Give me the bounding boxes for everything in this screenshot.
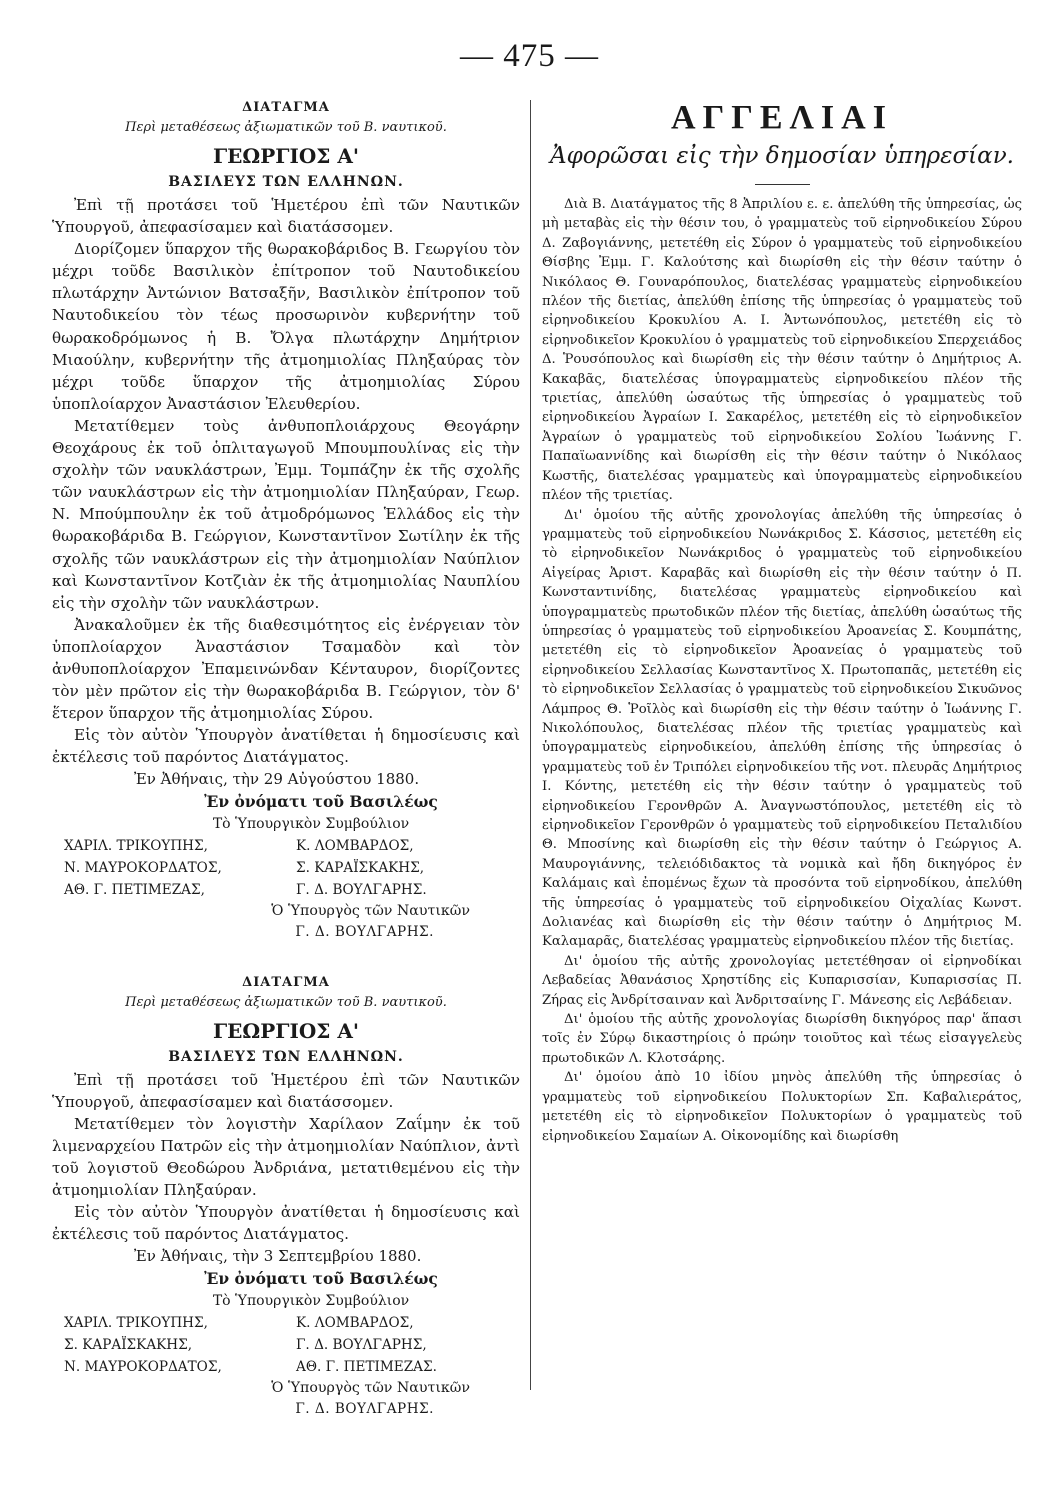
signatory: Ν. ΜΑΥΡΟΚΟΡΔΑΤΟΣ, xyxy=(64,859,222,876)
signatory: ΧΑΡΙΛ. ΤΡΙΚΟΥΠΗΣ, xyxy=(64,1314,208,1331)
minister-name: Γ. Δ. ΒΟΥΛΓΑΡΗΣ. xyxy=(295,923,434,940)
decree-paragraph: Μετατίθεμεν τὸν λογιστὴν Χαρίλαον Ζαΐμην ἐκ τοῦ λιμεναρχείου Πατρῶν εἰς τὴν ἀτμοημιολίαν Ναύπλιον, ἀντὶ τοῦ λογιστοῦ Θεοδώρου Ἀνδριάνα, μετατιθεμένου εἰς τὴν ἀτμοημιολίαν Πληξαύραν. xyxy=(52,1114,520,1200)
decree-subject: Περὶ μεταθέσεως ἀξιωματικῶν τοῦ Β. ναυτικοῦ. xyxy=(125,120,447,135)
decree-subject: Περὶ μεταθέσεως ἀξιωματικῶν τοῦ Β. ναυτικοῦ. xyxy=(125,994,447,1010)
signatory: ΑΘ. Γ. ΠΕΤΙΜΕΖΑΣ, xyxy=(64,881,205,898)
decree-2 xyxy=(52,973,520,1420)
king-title: ΒΑΣΙΛΕΥΣ ΤΩΝ ΕΛΛΗΝΩΝ. xyxy=(168,1048,404,1065)
announcement-paragraph: Δι' ὁμοίου ἀπὸ 10 ἰδίου μηνὸς ἀπελύθη τῆς ὑπηρεσίας ὁ γραμματεὺς τοῦ εἰρηνοδικείου Πολυκτορίων Σπ. Καβαλιεράτος, μετετέθη εἰς τὸ εἰρηνοδικεῖον Πολυκτορίων ὁ γραμματεὺς τοῦ εἰρηνοδικείου Σαμαίων Α. Οἰκονομίδης καὶ διωρίσθη xyxy=(542,1070,1022,1144)
announcement-paragraph: Δι' ὁμοίου τῆς αὐτῆς χρονολογίας ἀπελύθη τῆς ὑπηρεσίας ὁ γραμματεὺς τοῦ εἰρηνοδικείου Νωνάκριδος Σ. Κάσσιος, μετετέθη εἰς τὸ εἰρηνοδικεῖον Νωνάκριδος ὁ γραμματεὺς τοῦ εἰρηνοδικείου Αἰγείρας Ἀριστ. Καραβᾶς καὶ διωρίσθη εἰς τὴν θέσιν ταύτην ὁ Π. Κωνσταντινίδης, διατελέσας γραμματεὺς εἰρηνοδικείου καὶ ὑπογραμματεὺς πρωτοδικῶν πλέον τῆς διετίας, ἀπελύθη ὡσαύτως τῆς ὑπηρεσίας ὁ γραμματεὺς τοῦ εἰρηνοδικείου Ἀροανείας Σ. Κουμπάτης, μετετέθη εἰς τὸ εἰρηνοδικεῖον Ἀροανείας ὁ γραμματεὺς τοῦ εἰρηνοδικείου Σελλασίας Κωνσταντῖνος Χ. Πρωτοπαπᾶς, μετετέθη εἰς τὸ εἰρηνοδικεῖον Σελλασίας ὁ γραμματεὺς τοῦ εἰρηνοδικείου Σικυῶνος Λάμπρος Θ. Ῥοῖλὸς καὶ διωρίσθη εἰς τὴν θέσιν ταύτην ὁ Ἰωάννης Γ. Νικολόπουλος, διατελέσας πλέον τῆς τριετίας γραμματεὺς καὶ ὑπογραμματεὺς εἰρηνοδικείου, ἀπελύθη ἐπίσης τῆς ὑπηρεσίας ὁ γραμματεὺς τοῦ ἐν Τριπόλει εἰρηνοδικείου τῆς νοτ. πλευρᾶς Δημήτριος Ι. Κόντης, μετετέθη εἰς τὴν θέσιν ταύτην ὁ γραμματεὺς τοῦ εἰρηνοδικείου Γερονθρῶν Α. Ἀναγνωστόπουλος, μετετέθη εἰς τὸ εἰρηνοδικεῖον Γερονθρῶν ὁ γραμματεὺς τοῦ εἰρηνοδικείου Πεταλιδίου Θ. Μποσίνης καὶ διωρίσθη εἰς τὴν θέσιν ταύτην ὁ Γεώργιος Α. Μαυρογιάννης, τελειόδιδακτος τὰ νομικὰ καὶ ἤδη δικηγόρος ἐν Καλάμαις καὶ ἐπομένως ἔχων τὰ προσόντα τοῦ εἰρηνοδίκου, ἀπελύθη τῆς ὑπηρεσίας ὁ γραμματεὺς τοῦ εἰρηνοδικείου Οἰχαλίας Κωνστ. Δολιανέας καὶ διωρίσθη εἰς τὴν θέσιν ταύτην ὁ Δημήτριος Μ. Καλαμαρᾶς, διατελέσας γραμματεὺς εἰρηνοδικείου πλέον τῆς διετίας. xyxy=(542,507,1022,950)
minister-name: Γ. Δ. ΒΟΥΛΓΑΡΗΣ. xyxy=(295,1400,434,1417)
place-date: Ἐν Ἀθήναις, τὴν 29 Αὐγούστου 1880. xyxy=(134,770,420,789)
signatories xyxy=(52,835,520,901)
decree-paragraph: Ἐπὶ τῇ προτάσει τοῦ Ἡμετέρου ἐπὶ τῶν Ναυτικῶν Ὑπουργοῦ, ἀπεφασίσαμεν καὶ διατάσσομεν. xyxy=(52,196,520,237)
left-column xyxy=(52,98,520,1420)
in-name-of-king: Ἐν ὀνόματι τοῦ Βασιλέως xyxy=(204,791,438,811)
decree-paragraph: Ἀνακαλοῦμεν ἐκ τῆς διαθεσιμότητος εἰς ἐνέργειαν τὸν ὑποπλοίαρχον Ἀναστάσιον Τσαμαδὸν καὶ τὸν ἀνθυποπλοίαρχον Ἐπαμεινώνδαν Κένταυρον, διορίζοντες τὸν μὲν πρῶτον εἰς τὴν θωρακοβάριδα Β. Γεώργιον, τὸν δ' ἕτερον ὕπαρχον τῆς ἀτμοημιολίας Σύρου. xyxy=(52,615,520,723)
signatory: Ν. ΜΑΥΡΟΚΟΡΔΑΤΟΣ, xyxy=(64,1358,222,1375)
decree-paragraph: Ἐπὶ τῇ προτάσει τοῦ Ἡμετέρου ἐπὶ τῶν Ναυτικῶν Ὑπουργοῦ, ἀπεφασίσαμεν καὶ διατάσσομεν. xyxy=(52,1070,520,1111)
in-name-of-king: Ἐν ὀνόματι τοῦ Βασιλέως xyxy=(204,1268,438,1288)
section-gap xyxy=(52,943,520,973)
signatory: Σ. ΚΑΡΑΪΣΚΑΚΗΣ, xyxy=(296,859,425,876)
signatory: ΧΑΡΙΛ. ΤΡΙΚΟΥΠΗΣ, xyxy=(64,837,208,854)
announcements-subtitle: Ἀφορῶσαι εἰς τὴν δημοσίαν ὑπηρεσίαν. xyxy=(550,143,1014,169)
king-title: ΒΑΣΙΛΕΥΣ ΤΩΝ ΕΛΛΗΝΩΝ. xyxy=(168,174,404,190)
council-label: Τὸ Ὑπουργικὸν Συμβούλιον xyxy=(212,1292,410,1309)
signatories xyxy=(52,1312,520,1378)
decree-paragraph: Μετατίθεμεν τοὺς ἀνθυποπλοιάρχους Θεογάρην Θεοχάρους ἐκ τοῦ ὁπλιταγωγοῦ Μπουμπουλίνας εἰς τὴν σχολὴν τῶν ναυκλάστρων, Ἐμμ. Τομπάζην ἐκ τῆς σχολῆς τῶν ναυκλάστρων εἰς τὴν ἀτμοημιολίαν Πληξαύραν, Γεωρ. Ν. Μπούμπουλην ἐκ τοῦ ἀτμοδρόμωνος Ἑλλάδος εἰς τὴν θωρακοβάριδα Β. Γεώργιον, Κωνσταντῖνον Σωτίλην ἐκ τῆς σχολῆς τῶν ναυκλάστρων εἰς τὴν ἀτμοημιολίαν Ναύπλιον καὶ Κωνσταντῖνον Κοτζιὰν ἐκ τῆς ἀτμοημιολίας Ναυπλίου εἰς τὴν σχολὴν τῶν ναυκλάστρων. xyxy=(52,416,520,612)
place-date: Ἐν Ἀθήναις, τὴν 3 Σεπτεμβρίου 1880. xyxy=(134,1247,422,1266)
decree-heading: ΔΙΑΤΑΓΜΑ xyxy=(242,974,330,990)
announcement-paragraph: Δι' ὁμοίου τῆς αὐτῆς χρονολογίας μετετέθησαν οἱ εἰρηνοδίκαι Λεβαδείας Ἀθανάσιος Χρηστίδης εἰς Κυπαρισσίαν, Κυπαρισσίας Π. Ζήρας εἰς Ἀνδρίτσαιναν καὶ Ἀνδριτσαίνης Γ. Μάνεσης εἰς Λεβάδειαν. xyxy=(542,953,1022,1008)
right-column xyxy=(542,98,1022,1146)
column-divider xyxy=(530,100,531,1390)
signatory: Σ. ΚΑΡΑΪΣΚΑΚΗΣ, xyxy=(64,1336,193,1353)
decree-heading: ΔΙΑΤΑΓΜΑ xyxy=(242,100,330,115)
minister-title: Ὁ Ὑπουργὸς τῶν Ναυτικῶν xyxy=(271,902,470,919)
signatory: Κ. ΛΟΜΒΑΡΔΟΣ, xyxy=(296,837,414,854)
decree-paragraph: Εἰς τὸν αὐτὸν Ὑπουργὸν ἀνατίθεται ἡ δημοσίευσις καὶ ἐκτέλεσις τοῦ παρόντος Διατάγματος. xyxy=(52,1203,520,1244)
minister-title: Ὁ Ὑπουργὸς τῶν Ναυτικῶν xyxy=(271,1379,470,1396)
signatory: Γ. Δ. ΒΟΥΛΓΑΡΗΣ. xyxy=(296,881,427,898)
king-name: ΓΕΩΡΓΙΟΣ Α' xyxy=(212,144,359,168)
decree-1 xyxy=(52,98,520,943)
signatory: ΑΘ. Γ. ΠΕΤΙΜΕΖΑΣ. xyxy=(296,1358,437,1375)
council-label: Τὸ Ὑπουργικὸν Συμβούλιον xyxy=(212,815,410,832)
announcement-paragraph: Δι' ὁμοίου τῆς αὐτῆς χρονολογίας διωρίσθη δικηγόρος παρ' ἅπασι τοῖς ἐν Σύρῳ δικαστηρίοις ὁ πρώην τοιοῦτος καὶ τέως εἰσαγγελεὺς πρωτοδικῶν Λ. Κλοτσάρης. xyxy=(542,1012,1022,1066)
announcement-paragraph: Διὰ Β. Διατάγματος τῆς 8 Ἀπριλίου ε. ε. ἀπελύθη τῆς ὑπηρεσίας, ὡς μὴ μεταβὰς εἰς τὴν θέσιν του, ὁ γραμματεὺς τοῦ εἰρηνοδικείου Σύρου Δ. Ζαβογιάννης, μετετέθη εἰς Σύρον ὁ γραμματεὺς τοῦ εἰρηνοδικείου Θίσβης Ἐμμ. Γ. Καλούτσης καὶ διωρίσθη εἰς τὴν θέσιν ταύτην ὁ Νικόλαος Θ. Γουναρόπουλος, διατελέσας γραμματεὺς εἰρηνοδικείου πλέον τῆς διετίας, ἀπελύθη ἐπίσης τῆς ὑπηρεσίας ὁ γραμματεὺς τοῦ εἰρηνοδικείου Κροκυλίου Α. Ι. Ἀντωνόπουλος, μετετέθη εἰς τὸ εἰρηνοδικεῖον Κροκυλίου ὁ γραμματεὺς τοῦ εἰρηνοδικείου Σπερχειάδος Δ. Ῥουσόπουλος καὶ διωρίσθη εἰς τὴν θέσιν ταύτην ὁ Δημήτριος Α. Κακαβᾶς, διατελέσας ὑπογραμματεὺς εἰρηνοδικείου πλέον τῆς τριετίας, ἀπελύθη ὡσαύτως τῆς ὑπηρεσίας ὁ γραμματεὺς τοῦ εἰρηνοδικείου Ἀγραίων Ι. Σακαρέλος, μετετέθη εἰς τὸ εἰρηνοδικεῖον Ἀγραίων ὁ γραμματεὺς τοῦ εἰρηνοδικείου Σολίου Ἰωάννης Γ. Παπαϊωαννίδης καὶ διωρίσθη εἰς τὴν θέσιν ταύτην ὁ Νικόλαος Κωστῆς, διατελέσας γραμματεὺς καὶ ὑπογραμματεὺς εἰρηνοδικείου πλέον τῆς τριετίας. xyxy=(542,197,1022,504)
decree-paragraph: Διορίζομεν ὕπαρχον τῆς θωρακοβάριδος Β. Γεωργίου τὸν μέχρι τοῦδε Βασιλικὸν ἐπίτροπον τοῦ Ναυτοδικείου πλωτάρχην Ἀντώνιον Βατσαξῆν, Βασιλικὸν ἐπίτροπον τοῦ Ναυτοδικείου τὸν τέως προσωρινὸν κυβερνήτην τοῦ θωρακοδρόμωνος ἡ Β. Ὄλγα πλωτάρχην Δημήτριον Μιαούλην, κυβερνήτην τῆς ἀτμοημιολίας Πληξαύρας τὸν μέχρι τοῦδε ὕπαρχον τῆς ἀτμοημιολίας Σύρου ὑποπλοίαρχον Ἀναστάσιον Ἐλευθερίου. xyxy=(52,240,520,413)
section-rule xyxy=(755,184,810,185)
decree-paragraph: Εἰς τὸν αὐτὸν Ὑπουργὸν ἀνατίθεται ἡ δημοσίευσις καὶ ἐκτέλεσις τοῦ παρόντος Διατάγματος. xyxy=(52,726,520,767)
king-name: ΓΕΩΡΓΙΟΣ Α' xyxy=(212,1018,359,1043)
signatory: Γ. Δ. ΒΟΥΛΓΑΡΗΣ, xyxy=(296,1336,427,1353)
announcements-title: ΑΓΓΕΛΙΑΙ xyxy=(671,99,893,136)
signatory: Κ. ΛΟΜΒΑΡΔΟΣ, xyxy=(296,1314,414,1331)
page-number: — 475 — xyxy=(460,38,599,74)
